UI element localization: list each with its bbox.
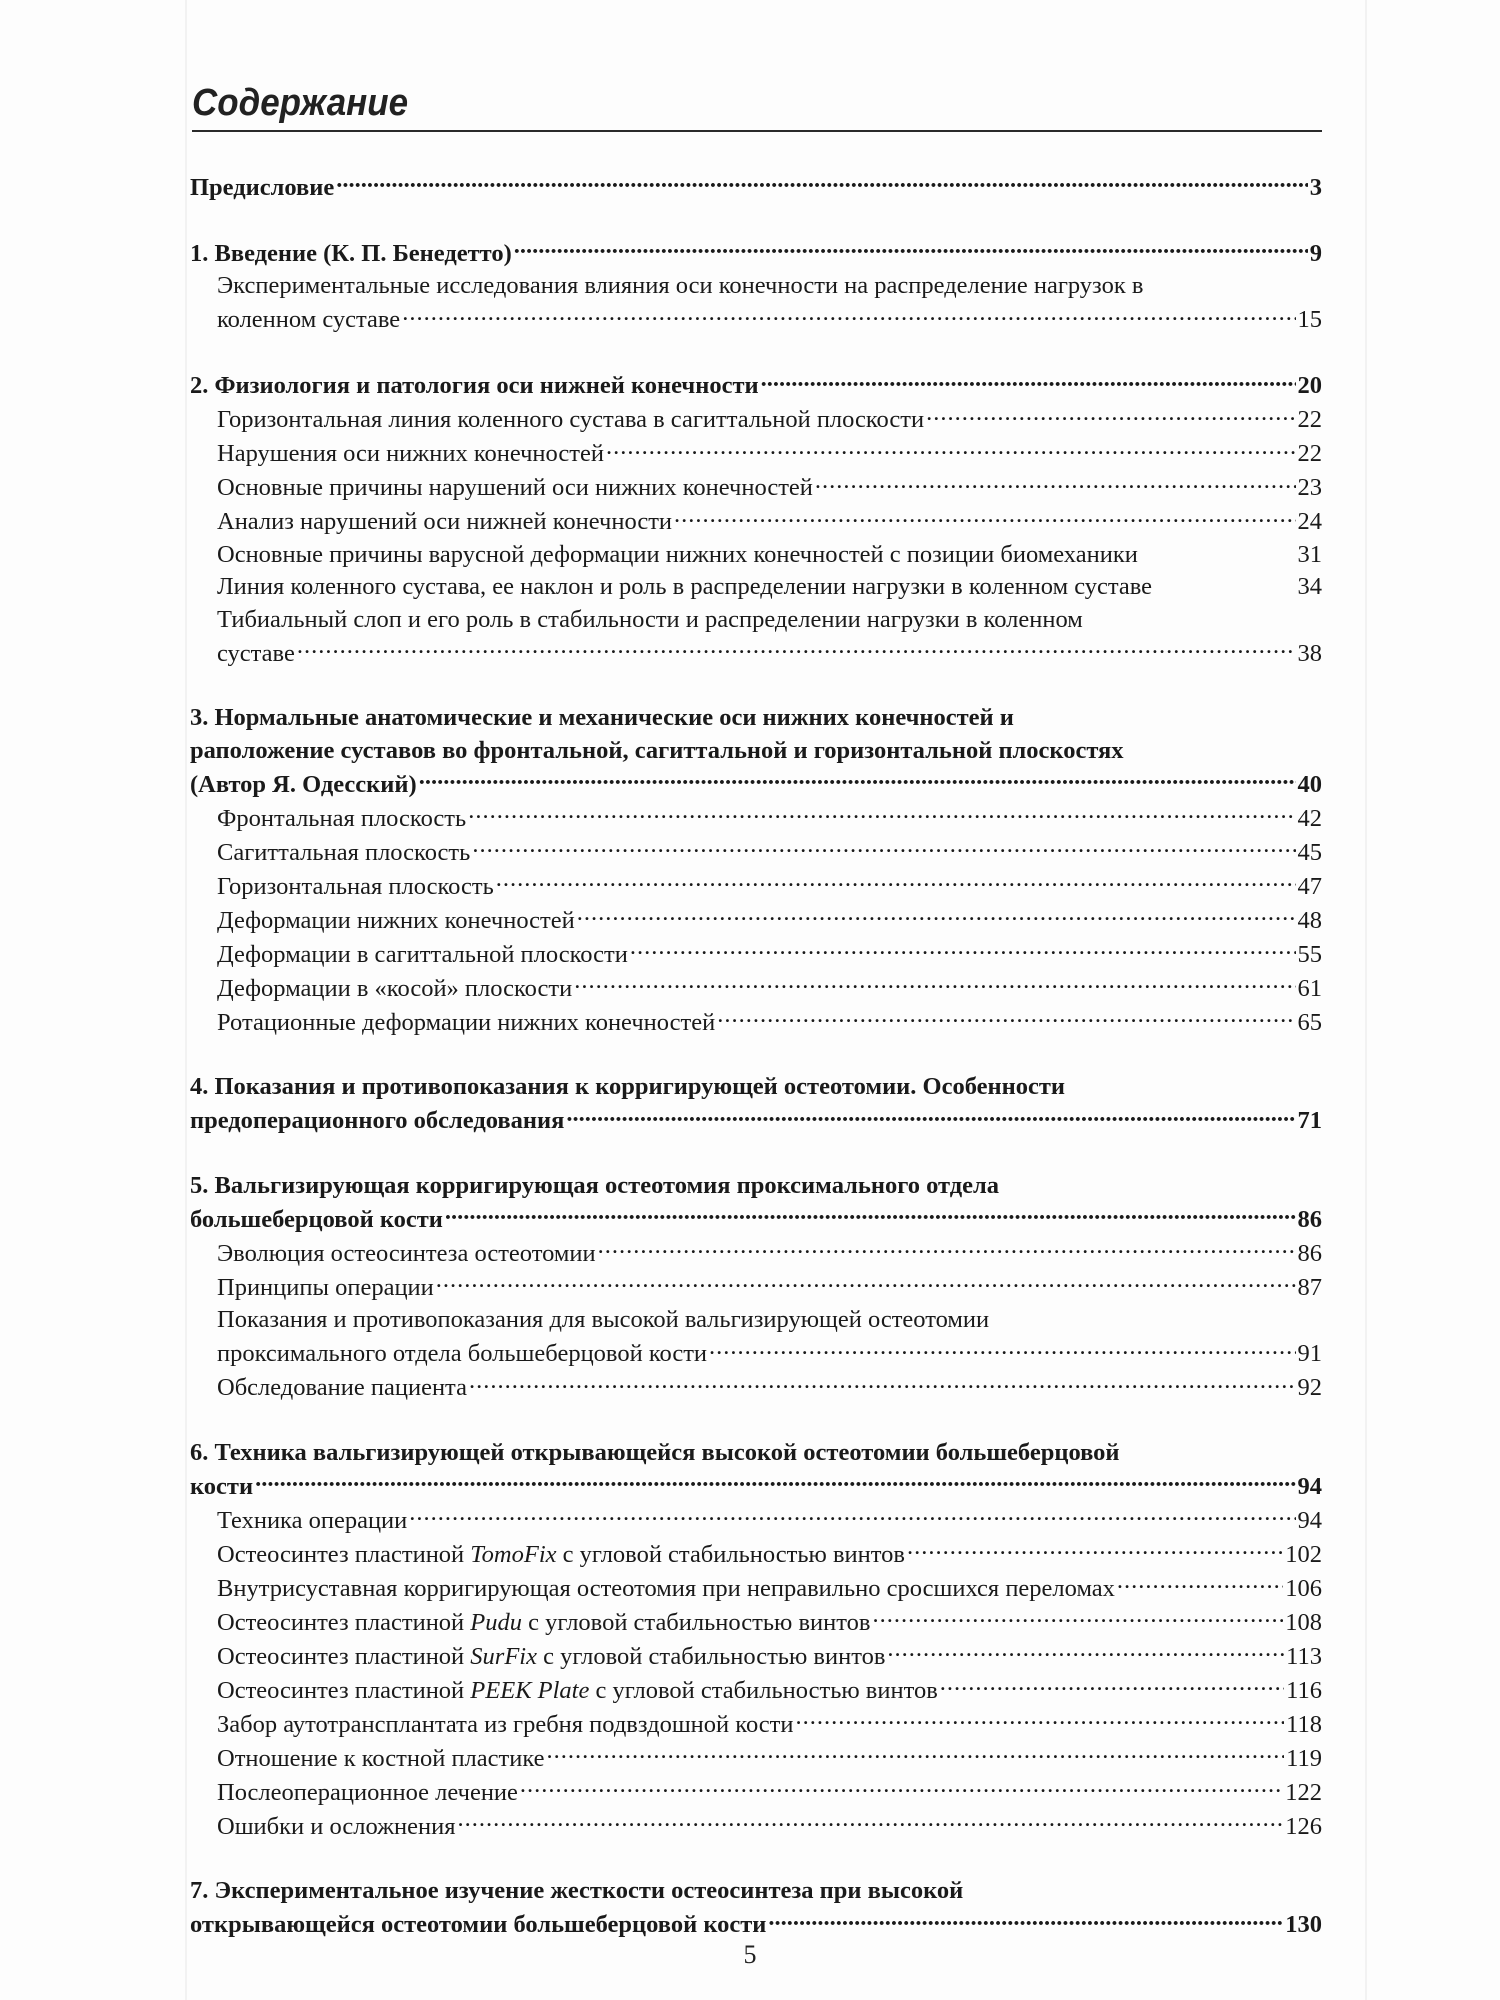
dot-leader [709,1337,1295,1362]
toc-entry-title: Внутрисуставная корригирующая остеотомия при неправильно сросшихся переломах [217,1574,1115,1602]
toc-entry-title: Обследование пациента [217,1374,467,1401]
toc-subsection-entry[interactable] [190,1605,1322,1639]
toc-entry-title: Остеосинтез пластиной PEEK Plate с угловой стабильностью винтов [217,1676,938,1704]
scan-edge-right [1365,0,1367,2000]
toc-entry-title: Принципы операции [217,1273,434,1301]
toc-entry-title: 2. Физиология и патология оси нижней конечности [190,372,759,399]
toc-page-number: 91 [1297,1340,1322,1367]
toc-page-number: 106 [1285,1574,1322,1602]
toc-page-number: 126 [1285,1812,1322,1840]
dot-leader [872,1605,1283,1630]
title-divider [192,130,1322,132]
toc-page-number: 122 [1285,1778,1322,1806]
toc-entry-title: 6. Техника вальгизирующей открывающейся высокой остеотомии большеберцовой [190,1438,1120,1466]
dot-leader [547,1741,1285,1766]
toc-subsection-entry[interactable] [190,1775,1322,1809]
dot-leader [445,1202,1296,1227]
toc-subsection-entry[interactable] [190,835,1322,869]
toc-page-number: 102 [1285,1540,1322,1568]
toc-subsection-entry[interactable] [190,1270,1322,1304]
toc-entry-title: (Автор Я. Одесский) [190,770,417,798]
toc-entry-title: Отношение к костной пластике [217,1744,545,1772]
toc-page-number: 65 [1297,1008,1322,1036]
toc-chapter-entry[interactable] [190,702,1322,801]
dot-leader [469,1371,1296,1396]
toc-page-number: 86 [1297,1205,1322,1233]
toc-page-number: 130 [1285,1911,1322,1938]
toc-entry-title: Техника операции [217,1506,408,1534]
toc-entry-title: Фронтальная плоскость [217,804,467,832]
toc-page-number: 92 [1297,1374,1322,1401]
dot-leader [926,403,1295,428]
toc-subsection-entry[interactable] [190,471,1322,505]
toc-subsection-entry[interactable] [190,1537,1322,1571]
toc-entry-title: большеберцовой кости [190,1205,443,1233]
dot-leader [297,636,1296,661]
dot-leader [717,1005,1295,1030]
toc-page-number: 47 [1297,872,1322,900]
dot-leader [409,1503,1295,1528]
toc-chapter-entry[interactable] [190,236,1322,270]
toc-entry-title: проксимального отдела большеберцовой кости [217,1340,708,1367]
toc-page-number: 20 [1297,372,1322,399]
dot-leader [514,236,1308,261]
toc-entry-title: раположение суставов во фронтальной, сагиттальной и горизонтальной плоскостях [190,736,1124,764]
toc-chapter-entry[interactable] [190,170,1322,204]
toc-page-number: 42 [1297,804,1322,832]
toc-subsection-entry[interactable] [190,1503,1322,1537]
toc-entry-title: Остеосинтез пластиной Pudu с угловой стабильностью винтов [217,1608,871,1636]
toc-page-number: 94 [1297,1506,1322,1534]
dot-leader [887,1639,1284,1664]
toc-subsection-entry[interactable] [190,505,1322,539]
toc-entry-title: Деформации нижних конечностей [217,906,575,934]
toc-subsection-entry[interactable] [190,1236,1322,1270]
toc-entry-title: кости [190,1472,254,1500]
toc-page-number: 40 [1297,770,1322,798]
toc-page-number: 87 [1297,1273,1322,1301]
dot-leader [630,937,1296,962]
dot-leader [598,1236,1296,1261]
toc-subsection-entry[interactable] [190,1304,1322,1371]
dot-leader [255,1469,1295,1494]
toc-subsection-entry[interactable] [190,403,1322,437]
toc-subsection-entry[interactable] [190,1673,1322,1707]
toc-page-number: 119 [1286,1744,1322,1772]
toc-subsection-entry[interactable] [190,437,1322,471]
toc-subsection-entry[interactable] [190,1707,1322,1741]
toc-entry-title: Горизонтальная линия коленного сустава в сагиттальной плоскости [217,406,925,433]
toc-entry-title: коленном суставе [217,306,401,333]
toc-subsection-entry[interactable] [190,903,1322,937]
toc-entry-title: Нарушения оси нижних конечностей [217,440,604,467]
toc-subsection-entry[interactable] [190,1809,1322,1843]
toc-entry-title: Остеосинтез пластиной TomoFix с угловой стабильностью винтов [217,1540,905,1568]
toc-page-number: 113 [1286,1642,1322,1670]
toc-subsection-entry[interactable] [190,1005,1322,1039]
toc-page-number: 61 [1297,974,1322,1002]
dot-leader [1117,1571,1283,1596]
dot-leader [761,369,1296,394]
toc-entry-title: Показания и противопоказания для высокой вальгизирующей остеотомии [217,1306,990,1333]
toc-entry-title: Основные причины нарушений оси нижних конечностей [217,474,813,501]
section-gap [190,670,1322,702]
product-name: SurFix [470,1642,537,1670]
section-gap [190,1138,1322,1170]
toc-chapter-entry[interactable] [190,369,1322,403]
toc-entry-title: 7. Экспериментальное изучение жесткости остеосинтеза при высокой [190,1877,964,1904]
toc-page-number: 38 [1297,639,1322,667]
toc-page-number: 108 [1285,1608,1322,1636]
toc-chapter-entry[interactable] [190,1875,1322,1942]
toc-page-number: 15 [1297,306,1322,333]
section-gap [190,1843,1322,1875]
dot-leader [940,1673,1284,1698]
dot-leader [436,1270,1296,1295]
toc-entry-title: Основные причины варусной деформации нижних конечностей с позиции биомеханики [217,540,1138,568]
page-number: 5 [743,1940,757,1969]
toc-entry-title: открывающейся остеотомии большеберцовой кости [190,1911,767,1938]
toc-chapter-entry[interactable] [190,1437,1322,1504]
dot-leader [907,1537,1283,1562]
dot-leader [796,1707,1285,1732]
toc-subsection-entry[interactable] [190,1371,1322,1405]
dot-leader [768,1908,1283,1933]
dot-leader [815,471,1296,496]
dot-leader [566,1104,1295,1129]
toc-entry-title: Остеосинтез пластиной SurFix с угловой стабильностью винтов [217,1642,886,1670]
toc-page-number: 31 [1297,540,1322,568]
toc-chapter-entry[interactable] [190,1071,1322,1138]
toc-page-number: 116 [1286,1676,1322,1704]
toc-subsection-entry[interactable] [190,270,1322,337]
toc-entry-title: предоперационного обследования [190,1107,565,1134]
toc-page-number: 48 [1297,906,1322,934]
toc-subsection-entry[interactable] [190,869,1322,903]
dot-leader [520,1775,1283,1800]
toc-entry-title: Предисловие [190,173,335,201]
toc-page-number: 55 [1297,940,1322,968]
toc-page-number: 34 [1297,573,1322,600]
toc-chapter-entry[interactable] [190,1170,1322,1237]
toc-page-number: 86 [1297,1239,1322,1267]
toc-entry-title: Анализ нарушений оси нижней конечности [217,508,673,535]
toc-page-number: 22 [1297,440,1322,467]
toc-subsection-entry[interactable] [190,571,1322,604]
toc-entry-title: Ротационные деформации нижних конечностей [217,1008,716,1036]
dot-leader [458,1809,1284,1834]
toc-page-number: 23 [1297,474,1322,501]
section-gap [190,337,1322,369]
toc-entry-title: 5. Вальгизирующая корригирующая остеотомия проксимального отдела [190,1171,1000,1199]
dot-leader [574,971,1295,996]
product-name: PEEK Plate [470,1676,590,1704]
toc-entry-title: суставе [217,639,295,667]
dot-leader [472,835,1295,860]
toc-subsection-entry[interactable] [190,937,1322,971]
product-name: Pudu [470,1608,523,1636]
toc-subsection-entry[interactable] [190,1571,1322,1605]
toc-entry-title: Ошибки и осложнения [217,1812,456,1840]
toc-entry-title: Деформации в «косой» плоскости [217,974,573,1002]
dot-leader [674,505,1295,530]
dot-leader [496,869,1296,894]
toc-page-number: 24 [1297,508,1322,535]
toc-page-number: 118 [1286,1710,1322,1738]
dot-leader [402,303,1295,328]
page-title: Содержание [192,82,409,124]
toc-page-number: 3 [1309,173,1322,201]
toc-entry-title: Деформации в сагиттальной плоскости [217,940,628,968]
toc-entry-title: 3. Нормальные анатомические и механические оси нижних конечностей и [190,704,1014,731]
toc-subsection-entry[interactable] [190,1639,1322,1673]
toc-entry-title: Горизонтальная плоскость [217,872,494,900]
toc-page-number: 71 [1297,1107,1322,1134]
toc-page-number: 9 [1309,239,1322,267]
toc-subsection-entry[interactable] [190,1741,1322,1775]
toc-page-number: 22 [1297,406,1322,433]
toc-page-number: 94 [1297,1472,1322,1500]
dot-leader [336,170,1308,195]
dot-leader [419,767,1296,792]
toc-entry-title: Экспериментальные исследования влияния оси конечности на распределение нагрузок в [217,272,1144,299]
toc-entry-title: Тибиальный слоп и его роль в стабильности и распределении нагрузки в коленном [217,605,1083,633]
toc-subsection-entry[interactable] [190,971,1322,1005]
section-gap [190,1405,1322,1437]
dot-leader [468,801,1295,826]
dot-leader [577,903,1296,928]
table-of-contents [190,170,1322,1942]
toc-entry-title: Забор аутотрансплантата из гребня подвздошной кости [217,1710,794,1738]
toc-subsection-entry[interactable] [190,539,1322,572]
toc-entry-title: Эволюция остеосинтеза остеотомии [217,1239,596,1267]
section-gap [190,204,1322,236]
scan-edge-left [185,0,187,2000]
toc-entry-title: Послеоперационное лечение [217,1778,518,1806]
toc-subsection-entry[interactable] [190,604,1322,671]
toc-entry-title: Сагиттальная плоскость [217,838,471,866]
section-gap [190,1039,1322,1071]
toc-entry-title: 4. Показания и противопоказания к корригирующей остеотомии. Особенности [190,1073,1066,1100]
product-name: TomoFix [470,1540,557,1568]
toc-entry-title: Линия коленного сустава, ее наклон и роль в распределении нагрузки в коленном суставе [217,573,1153,600]
dot-leader [606,437,1296,462]
toc-entry-title: 1. Введение (К. П. Бенедетто) [190,239,512,267]
toc-page-number: 45 [1297,838,1322,866]
toc-subsection-entry[interactable] [190,801,1322,835]
